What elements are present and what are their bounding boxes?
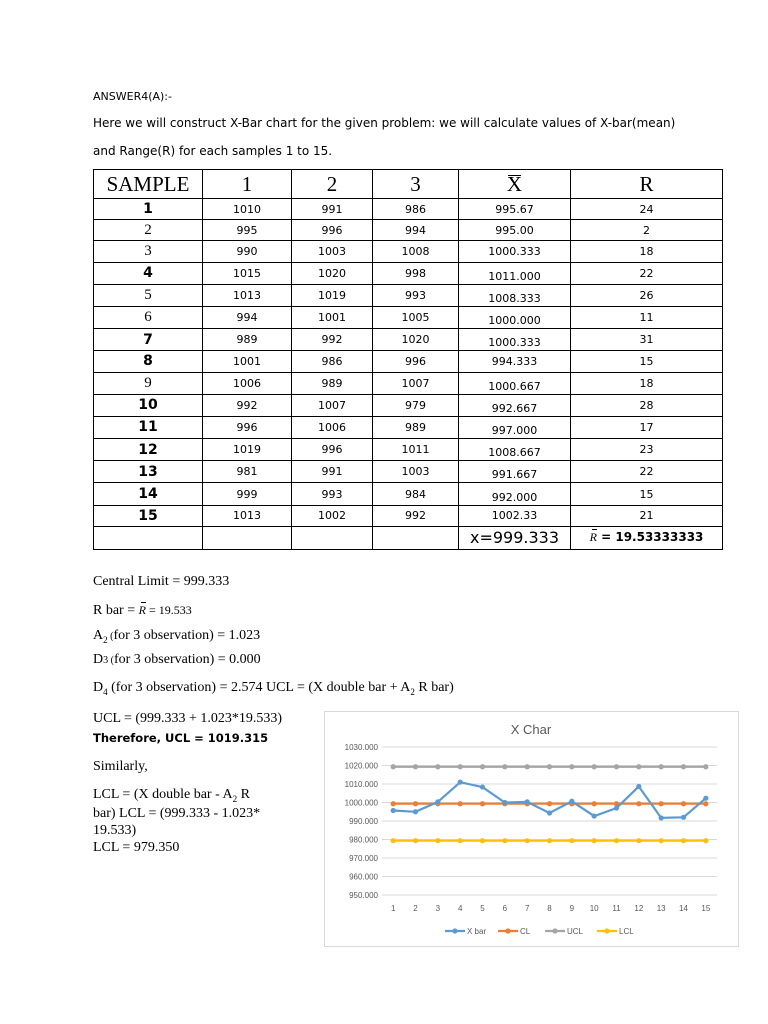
series-point-ucl bbox=[569, 764, 574, 769]
footer-cell bbox=[292, 526, 373, 549]
lcl-line-4: LCL = 979.350 bbox=[93, 840, 180, 855]
rbar-symbol: R bbox=[138, 603, 146, 617]
d3-line bbox=[93, 652, 261, 668]
footer-cell bbox=[373, 526, 459, 549]
obs-2-cell: 996 bbox=[292, 439, 373, 461]
d4-letter: D bbox=[93, 680, 104, 695]
obs-1-cell: 990 bbox=[203, 241, 292, 262]
series-point-x-bar bbox=[569, 799, 574, 804]
series-point-cl bbox=[391, 801, 396, 806]
table-row bbox=[94, 262, 723, 284]
xbar-cell: 1002.33 bbox=[459, 505, 571, 526]
series-point-x-bar bbox=[592, 813, 597, 818]
range-cell: 18 bbox=[571, 372, 723, 394]
x-chart-svg bbox=[325, 712, 738, 946]
series-point-cl bbox=[636, 801, 641, 806]
header-range: R bbox=[571, 170, 723, 199]
sample-number-cell: 4 bbox=[94, 262, 203, 284]
series-point-lcl bbox=[458, 838, 463, 843]
d3-value: for 3 observation) = 0.000 bbox=[113, 652, 261, 667]
obs-1-cell: 989 bbox=[203, 329, 292, 351]
range-cell: 23 bbox=[571, 439, 723, 461]
obs-2-cell: 991 bbox=[292, 461, 373, 483]
lcl-subscript: 2 bbox=[232, 793, 238, 804]
series-point-x-bar bbox=[659, 815, 664, 820]
legend-swatch-marker bbox=[604, 928, 609, 933]
sample-number-cell: 6 bbox=[94, 306, 203, 328]
series-point-x-bar bbox=[703, 796, 708, 801]
series-point-cl bbox=[413, 801, 418, 806]
x-chart bbox=[324, 711, 739, 947]
xbar-cell: 1008.333 bbox=[459, 284, 571, 306]
header-obs-1: 1 bbox=[203, 170, 292, 199]
table-row bbox=[94, 284, 723, 306]
obs-2-cell: 986 bbox=[292, 351, 373, 372]
x-tick-label: 6 bbox=[502, 904, 508, 913]
series-point-x-bar bbox=[391, 808, 396, 813]
series-point-x-bar bbox=[547, 810, 552, 815]
legend-label: CL bbox=[520, 927, 531, 936]
series-point-lcl bbox=[636, 838, 641, 843]
series-point-ucl bbox=[547, 764, 552, 769]
series-point-lcl bbox=[413, 838, 418, 843]
legend-label: X bar bbox=[467, 927, 487, 936]
table-footer-row bbox=[94, 526, 723, 549]
range-cell: 22 bbox=[571, 262, 723, 284]
header-obs-3: 3 bbox=[373, 170, 459, 199]
series-point-ucl bbox=[391, 764, 396, 769]
range-cell: 15 bbox=[571, 483, 723, 505]
y-tick-label: 1030.000 bbox=[344, 743, 378, 752]
y-tick-label: 1010.000 bbox=[344, 780, 378, 789]
answer-heading: ANSWER4(A):- bbox=[93, 90, 172, 103]
lcl-line-2: bar) LCL = (999.333 - 1.023* bbox=[93, 806, 261, 821]
series-point-x-bar bbox=[681, 815, 686, 820]
xbar-cell: 1000.333 bbox=[459, 329, 571, 351]
series-point-x-bar bbox=[458, 780, 463, 785]
lcl-line-3: 19.533) bbox=[93, 823, 137, 838]
rbar-symbol-cell: R bbox=[589, 530, 597, 545]
obs-1-cell: 994 bbox=[203, 306, 292, 328]
xbar-cell: 1008.667 bbox=[459, 439, 571, 461]
grand-mean-cell bbox=[459, 526, 571, 549]
series-point-ucl bbox=[413, 764, 418, 769]
series-point-ucl bbox=[636, 764, 641, 769]
series-point-lcl bbox=[525, 838, 530, 843]
rbar-mean-cell bbox=[571, 526, 723, 549]
range-cell: 31 bbox=[571, 329, 723, 351]
series-point-lcl bbox=[480, 838, 485, 843]
series-point-lcl bbox=[547, 838, 552, 843]
rbar-mean-value: = 19.53333333 bbox=[596, 530, 704, 545]
sample-number-cell: 5 bbox=[94, 284, 203, 306]
obs-3-cell: 998 bbox=[373, 262, 459, 284]
obs-1-cell: 1015 bbox=[203, 262, 292, 284]
sample-number-cell: 2 bbox=[94, 220, 203, 241]
d3-subscript: 3 bbox=[103, 655, 109, 666]
series-point-lcl bbox=[435, 838, 440, 843]
sample-number-cell: 12 bbox=[94, 439, 203, 461]
x-tick-label: 5 bbox=[480, 904, 485, 913]
obs-1-cell: 992 bbox=[203, 394, 292, 416]
table-row bbox=[94, 329, 723, 351]
series-point-ucl bbox=[525, 764, 530, 769]
series-point-ucl bbox=[592, 764, 597, 769]
header-xbar bbox=[459, 170, 571, 199]
obs-1-cell: 999 bbox=[203, 483, 292, 505]
x-tick-label: 11 bbox=[612, 904, 621, 913]
series-point-x-bar bbox=[435, 799, 440, 804]
y-tick-label: 1020.000 bbox=[344, 761, 378, 771]
range-cell: 17 bbox=[571, 416, 723, 438]
series-point-lcl bbox=[614, 838, 619, 843]
series-point-ucl bbox=[480, 764, 485, 769]
series-point-x-bar bbox=[413, 809, 418, 814]
table-row bbox=[94, 351, 723, 372]
legend-label: LCL bbox=[619, 927, 634, 936]
rbar-line bbox=[93, 603, 192, 619]
range-cell: 26 bbox=[571, 284, 723, 306]
series-point-cl bbox=[480, 801, 485, 806]
obs-3-cell: 1005 bbox=[373, 306, 459, 328]
sample-number-cell: 1 bbox=[94, 199, 203, 220]
table-row bbox=[94, 220, 723, 241]
legend-swatch-marker bbox=[505, 928, 510, 933]
table-row bbox=[94, 241, 723, 262]
sample-number-cell: 10 bbox=[94, 394, 203, 416]
series-point-x-bar bbox=[614, 805, 619, 810]
sample-number-cell: 14 bbox=[94, 483, 203, 505]
obs-1-cell: 1001 bbox=[203, 351, 292, 372]
range-cell: 24 bbox=[571, 199, 723, 220]
series-point-lcl bbox=[391, 838, 396, 843]
xbar-cell: 1000.333 bbox=[459, 241, 571, 262]
obs-3-cell: 1020 bbox=[373, 329, 459, 351]
legend-swatch-marker bbox=[552, 928, 557, 933]
series-point-ucl bbox=[458, 764, 463, 769]
a2-value: for 3 observation) = 1.023 bbox=[113, 628, 261, 643]
obs-1-cell: 1019 bbox=[203, 439, 292, 461]
x-tick-label: 1 bbox=[390, 904, 396, 913]
series-point-lcl bbox=[659, 838, 664, 843]
obs-3-cell: 996 bbox=[373, 351, 459, 372]
y-tick-label: 950.000 bbox=[349, 891, 378, 900]
series-point-ucl bbox=[659, 764, 664, 769]
sample-number-cell: 11 bbox=[94, 416, 203, 438]
legend-label: UCL bbox=[567, 927, 584, 936]
table-row bbox=[94, 394, 723, 416]
obs-2-cell: 1006 bbox=[292, 416, 373, 438]
footer-cell bbox=[203, 526, 292, 549]
central-limit-line: Central Limit = 999.333 bbox=[93, 574, 230, 589]
obs-3-cell: 1007 bbox=[373, 372, 459, 394]
obs-3-cell: 986 bbox=[373, 199, 459, 220]
xbar-cell: 1000.000 bbox=[459, 306, 571, 328]
x-tick-label: 9 bbox=[569, 904, 575, 913]
series-point-ucl bbox=[614, 764, 619, 769]
rbar-label: R bar = bbox=[93, 603, 139, 618]
intro-line-1: Here we will construct X-Bar chart for the given problem: we will calculate values of X-bar(mean) bbox=[93, 116, 676, 130]
xbar-cell: 995.00 bbox=[459, 220, 571, 241]
series-point-ucl bbox=[703, 764, 708, 769]
series-point-cl bbox=[681, 801, 686, 806]
table-header-row bbox=[94, 170, 723, 199]
series-point-ucl bbox=[435, 764, 440, 769]
series-point-cl bbox=[458, 801, 463, 806]
d3-paren: ( bbox=[108, 655, 114, 666]
d4-subscript: 4 bbox=[103, 686, 108, 697]
range-cell: 18 bbox=[571, 241, 723, 262]
series-point-cl bbox=[703, 801, 708, 806]
x-tick-label: 10 bbox=[589, 904, 599, 913]
series-point-lcl bbox=[569, 838, 574, 843]
series-point-lcl bbox=[592, 838, 597, 843]
obs-2-cell: 991 bbox=[292, 199, 373, 220]
series-point-ucl bbox=[681, 764, 686, 769]
series-point-x-bar bbox=[636, 784, 641, 789]
d3-letter: D bbox=[93, 652, 104, 667]
range-cell: 15 bbox=[571, 351, 723, 372]
a2-letter: A bbox=[93, 628, 104, 643]
y-tick-label: 960.000 bbox=[349, 872, 378, 882]
x-tick-label: 12 bbox=[634, 904, 644, 913]
xbar-cell: 1011.000 bbox=[459, 262, 571, 284]
obs-3-cell: 989 bbox=[373, 416, 459, 438]
obs-3-cell: 992 bbox=[373, 505, 459, 526]
xbar-cell: 991.667 bbox=[459, 461, 571, 483]
series-point-cl bbox=[592, 801, 597, 806]
a2-subscript: 2 bbox=[103, 634, 108, 645]
sample-number-cell: 8 bbox=[94, 351, 203, 372]
footer-cell bbox=[94, 526, 203, 549]
y-tick-label: 990.000 bbox=[349, 817, 378, 826]
series-point-lcl bbox=[703, 838, 708, 843]
obs-3-cell: 993 bbox=[373, 284, 459, 306]
x-tick-label: 3 bbox=[435, 904, 441, 913]
d4-end: R bar) bbox=[414, 680, 454, 695]
range-cell: 2 bbox=[571, 220, 723, 241]
obs-1-cell: 995 bbox=[203, 220, 292, 241]
series-point-x-bar bbox=[480, 784, 485, 789]
obs-3-cell: 984 bbox=[373, 483, 459, 505]
obs-3-cell: 1003 bbox=[373, 461, 459, 483]
a2-line bbox=[93, 628, 260, 645]
obs-2-cell: 1019 bbox=[292, 284, 373, 306]
xbar-cell: 1000.667 bbox=[459, 372, 571, 394]
series-point-lcl bbox=[681, 838, 686, 843]
x-tick-label: 14 bbox=[679, 904, 688, 913]
header-sample: SAMPLE bbox=[94, 170, 203, 199]
chart-title: X Char bbox=[510, 722, 552, 737]
table-row bbox=[94, 372, 723, 394]
y-tick-label: 1000.000 bbox=[344, 798, 378, 808]
sample-number-cell: 9 bbox=[94, 372, 203, 394]
d4-line bbox=[93, 680, 454, 697]
obs-2-cell: 992 bbox=[292, 329, 373, 351]
xbar-cell: 997.000 bbox=[459, 416, 571, 438]
range-cell: 11 bbox=[571, 306, 723, 328]
obs-1-cell: 996 bbox=[203, 416, 292, 438]
obs-2-cell: 996 bbox=[292, 220, 373, 241]
y-tick-label: 980.000 bbox=[349, 835, 378, 845]
table-row bbox=[94, 483, 723, 505]
series-point-cl bbox=[547, 801, 552, 806]
sample-number-cell: 15 bbox=[94, 505, 203, 526]
table-row bbox=[94, 439, 723, 461]
y-tick-label: 970.000 bbox=[349, 854, 378, 863]
obs-2-cell: 1001 bbox=[292, 306, 373, 328]
obs-1-cell: 1006 bbox=[203, 372, 292, 394]
obs-3-cell: 1008 bbox=[373, 241, 459, 262]
xbar-cell: 994.333 bbox=[459, 351, 571, 372]
xbar-symbol: X bbox=[506, 171, 523, 196]
table-row bbox=[94, 416, 723, 438]
d4-a2-subscript: 2 bbox=[410, 686, 415, 697]
obs-3-cell: 994 bbox=[373, 220, 459, 241]
ucl-formula: UCL = (999.333 + 1.023*19.533) bbox=[93, 711, 283, 726]
d4-text: (for 3 observation) = 2.574 UCL = (X double bar + A bbox=[107, 680, 411, 695]
grand-mean-value: x=999.333 bbox=[469, 528, 560, 548]
rbar-value: = 19.533 bbox=[145, 603, 192, 617]
table-row bbox=[94, 199, 723, 220]
range-cell: 21 bbox=[571, 505, 723, 526]
range-cell: 22 bbox=[571, 461, 723, 483]
lcl-line-1 bbox=[93, 787, 250, 804]
header-obs-2: 2 bbox=[292, 170, 373, 199]
range-cell: 28 bbox=[571, 394, 723, 416]
obs-2-cell: 1020 bbox=[292, 262, 373, 284]
obs-1-cell: 981 bbox=[203, 461, 292, 483]
obs-2-cell: 993 bbox=[292, 483, 373, 505]
sample-number-cell: 3 bbox=[94, 241, 203, 262]
obs-1-cell: 1013 bbox=[203, 505, 292, 526]
obs-1-cell: 1010 bbox=[203, 199, 292, 220]
sample-number-cell: 13 bbox=[94, 461, 203, 483]
obs-3-cell: 979 bbox=[373, 394, 459, 416]
obs-1-cell: 1013 bbox=[203, 284, 292, 306]
sample-number-cell: 7 bbox=[94, 329, 203, 351]
a2-paren: ( bbox=[107, 631, 114, 642]
series-point-x-bar bbox=[502, 800, 507, 805]
obs-2-cell: 1002 bbox=[292, 505, 373, 526]
intro-line-2: and Range(R) for each samples 1 to 15. bbox=[93, 144, 333, 158]
series-point-cl bbox=[659, 801, 664, 806]
legend-swatch-marker bbox=[452, 928, 457, 933]
lcl-text: LCL = (X double bar - A bbox=[93, 787, 233, 802]
x-tick-label: 15 bbox=[701, 904, 711, 913]
table-row bbox=[94, 306, 723, 328]
xbar-cell: 992.667 bbox=[459, 394, 571, 416]
x-tick-label: 13 bbox=[656, 904, 666, 913]
x-tick-label: 8 bbox=[547, 904, 552, 913]
xbar-cell: 992.000 bbox=[459, 483, 571, 505]
series-point-ucl bbox=[502, 764, 507, 769]
series-point-lcl bbox=[502, 838, 507, 843]
ucl-result: Therefore, UCL = 1019.315 bbox=[93, 731, 269, 745]
x-tick-label: 2 bbox=[413, 904, 418, 913]
series-point-x-bar bbox=[525, 799, 530, 804]
similarly-line: Similarly, bbox=[93, 759, 148, 774]
table-row bbox=[94, 505, 723, 526]
x-tick-label: 7 bbox=[524, 904, 530, 913]
lcl-r: R bbox=[237, 787, 250, 802]
obs-2-cell: 989 bbox=[292, 372, 373, 394]
obs-2-cell: 1003 bbox=[292, 241, 373, 262]
table-row bbox=[94, 461, 723, 483]
obs-3-cell: 1011 bbox=[373, 439, 459, 461]
sample-table bbox=[93, 169, 723, 550]
xbar-cell: 995.67 bbox=[459, 199, 571, 220]
x-tick-label: 4 bbox=[457, 904, 463, 913]
obs-2-cell: 1007 bbox=[292, 394, 373, 416]
